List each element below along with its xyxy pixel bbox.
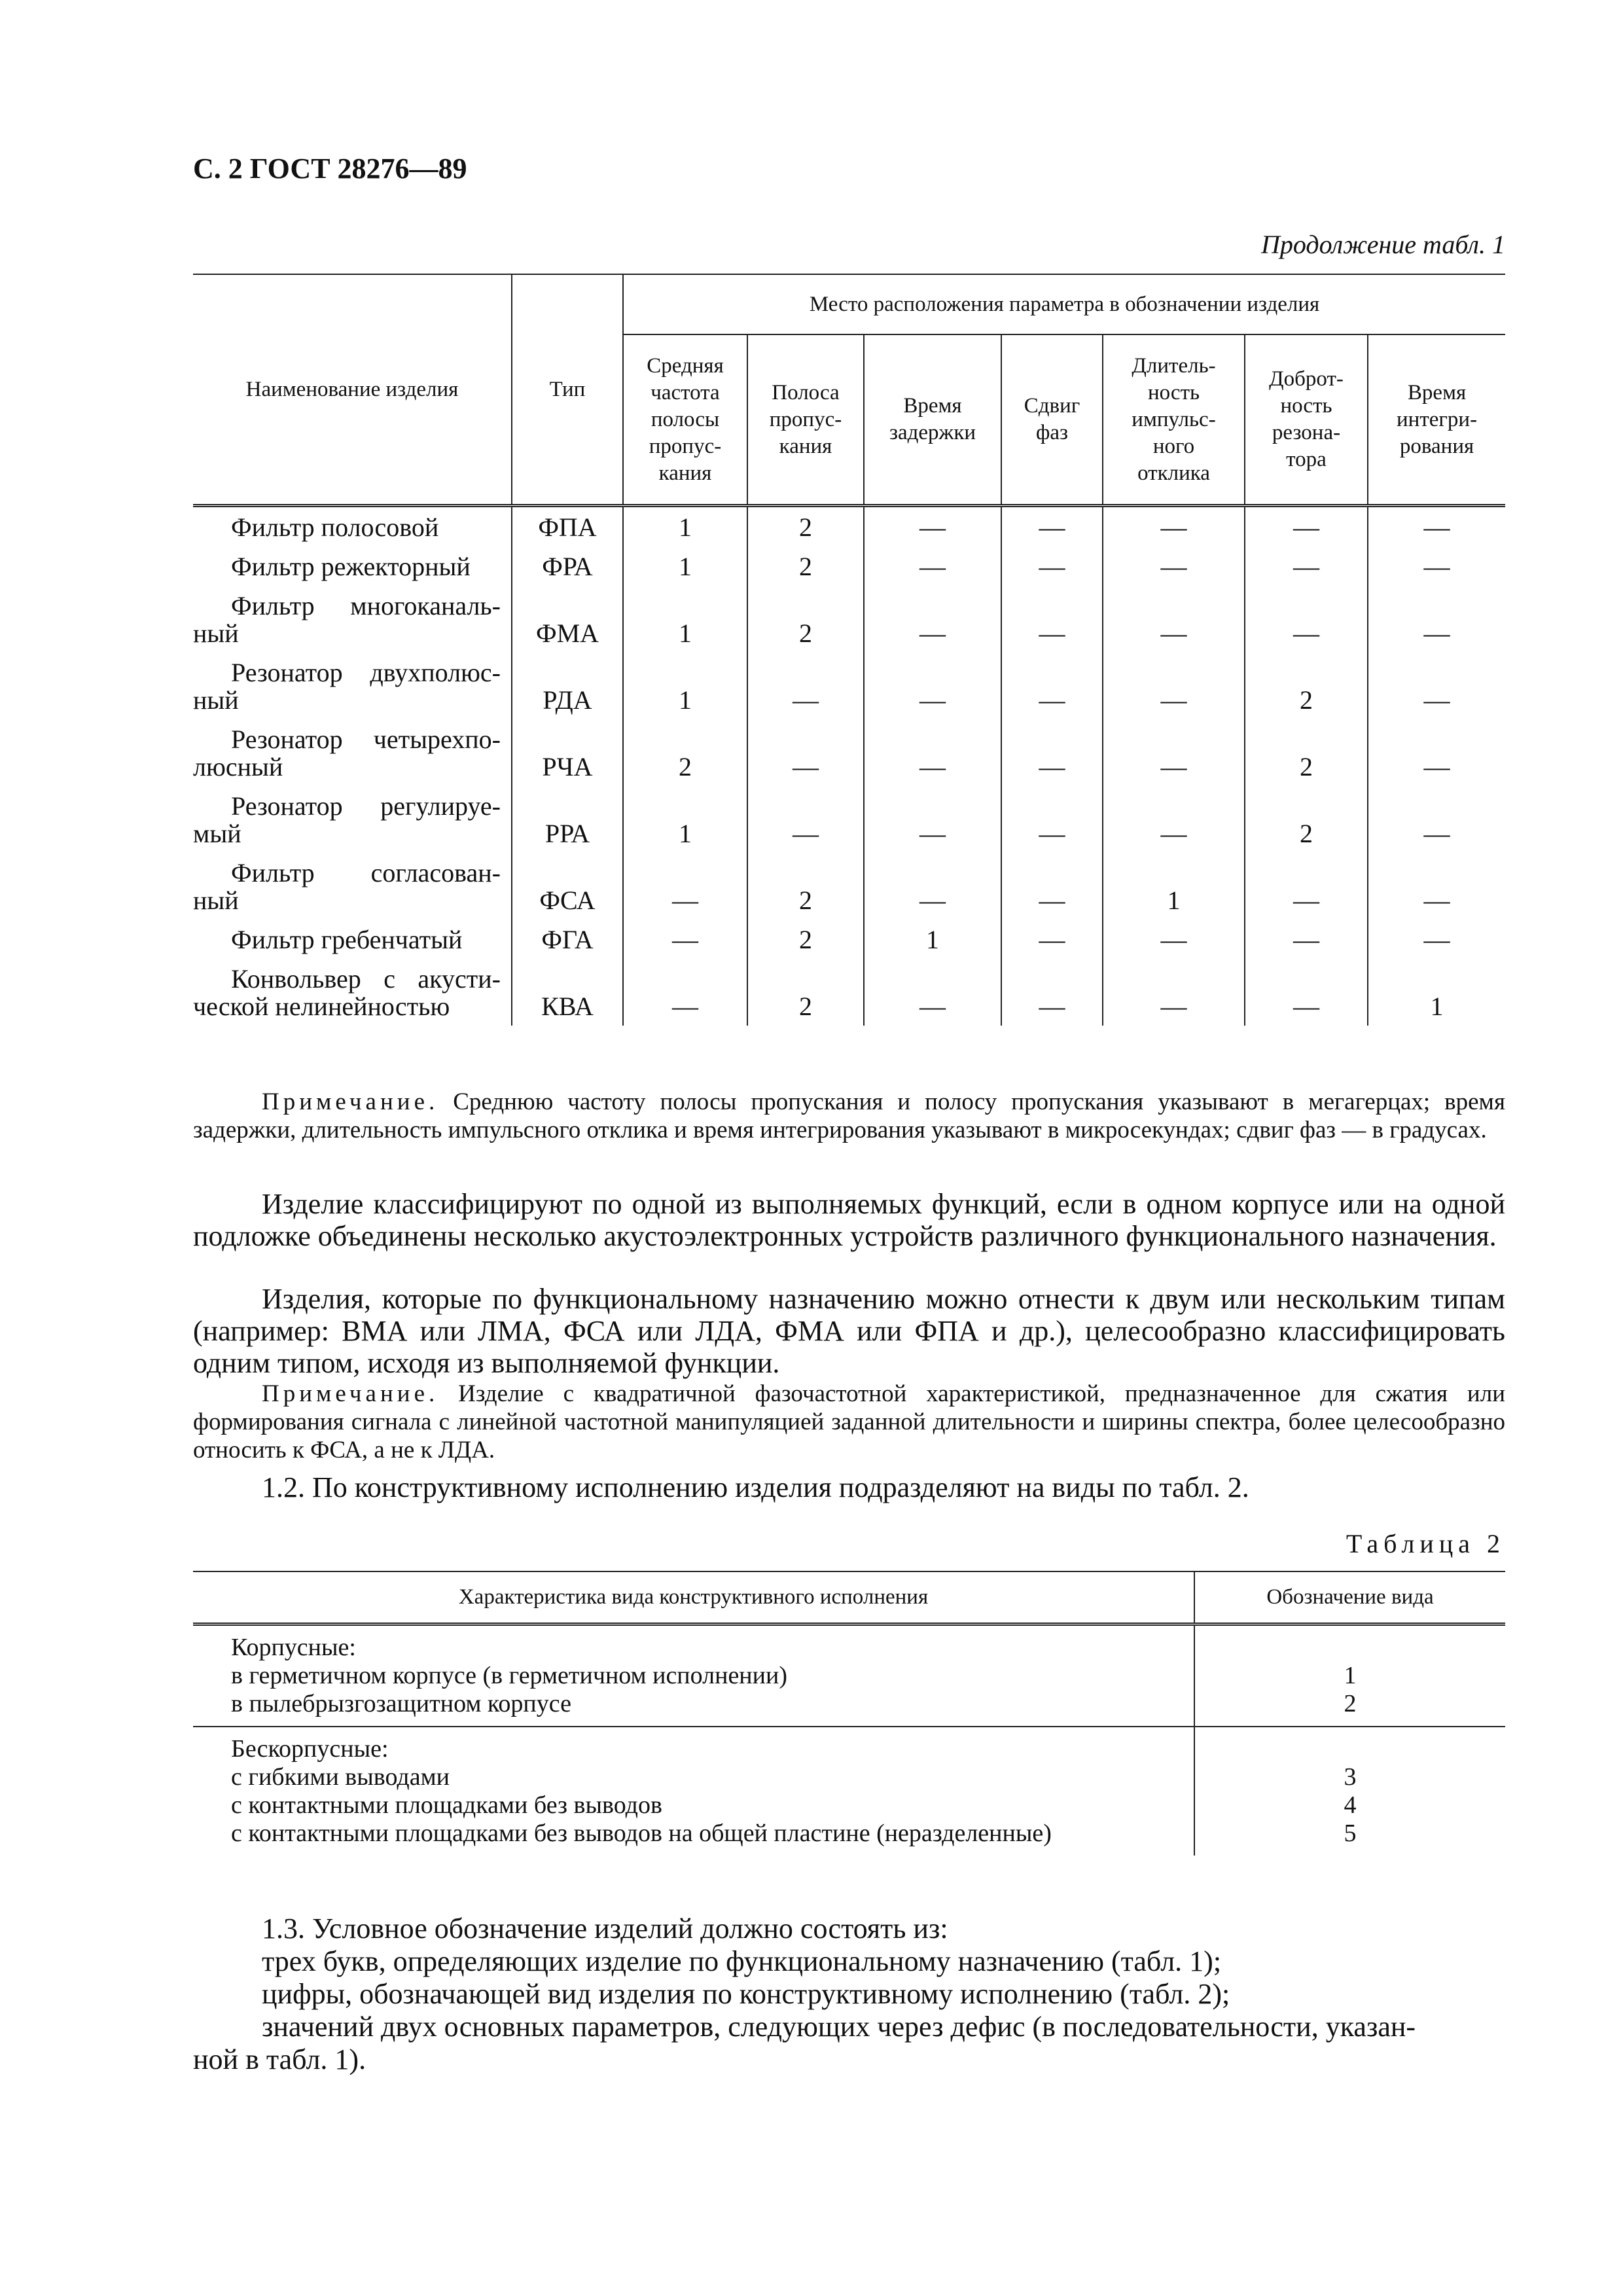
product-name-line: Фильтр режекторный bbox=[231, 552, 471, 581]
product-name bbox=[193, 586, 512, 653]
param-position: — bbox=[864, 719, 1001, 786]
table-continuation-label: Продолжение табл. 1 bbox=[1260, 230, 1505, 259]
paragraph-1: Изделие классифицируют по одной из выполняемых функций, если в одном корпусе или на одной подложке объединены несколько акустоэлектронных устройств различного функционального назначения. bbox=[193, 1188, 1505, 1252]
variant-item: с гибкими выводами bbox=[231, 1763, 450, 1791]
param-position: 2 bbox=[1245, 719, 1368, 786]
param-position: — bbox=[1103, 786, 1245, 853]
product-type: ФСА bbox=[512, 853, 623, 920]
product-name-line: Фильтр согласован- bbox=[231, 858, 501, 888]
product-type: ФГА bbox=[512, 920, 623, 959]
header-param-line: ность bbox=[1147, 380, 1200, 404]
section-1-3-tail: ной в табл. 1). bbox=[193, 2043, 366, 2075]
product-name-line: Фильтр многоканаль- bbox=[231, 591, 501, 620]
param-position: — bbox=[1368, 586, 1505, 653]
header-param bbox=[864, 334, 1001, 506]
param-position: — bbox=[1245, 586, 1368, 653]
section-1-3-intro: 1.3. Условное обозначение изделий должно состоять из: bbox=[262, 1912, 948, 1945]
header-param-line: Время bbox=[903, 394, 962, 418]
header-param-line: задержки bbox=[889, 421, 976, 444]
variant-code: 1 bbox=[1344, 1662, 1357, 1689]
param-position: — bbox=[747, 653, 864, 719]
product-type: КВА bbox=[512, 959, 623, 1026]
product-name bbox=[193, 506, 512, 547]
product-type: РДА bbox=[512, 653, 623, 719]
variant-group-title: Бескорпусные: bbox=[231, 1735, 389, 1763]
variant-code: 5 bbox=[1344, 1820, 1357, 1847]
param-position: 1 bbox=[1103, 853, 1245, 920]
header-param-line: рования bbox=[1399, 434, 1474, 458]
param-position: — bbox=[1103, 920, 1245, 959]
param-position: 2 bbox=[747, 853, 864, 920]
param-position: — bbox=[1103, 959, 1245, 1026]
product-name bbox=[193, 653, 512, 719]
product-name-line: Резонатор четырехпо- bbox=[231, 725, 501, 754]
product-name-line: ный bbox=[193, 619, 239, 648]
header-param-line: Длитель- bbox=[1132, 353, 1216, 378]
note-1-text: Среднюю частоту полосы пропускания и полосу пропускания указывают в мегагерцах; время задержки, длительность импульсного отклика и время интегрирования указывают в микросекундах; сдвиг фаз — в градусах. bbox=[193, 1088, 1505, 1143]
section-1-3 bbox=[193, 1912, 1505, 2076]
header-desc: Характеристика вида конструктивного исполнения bbox=[193, 1571, 1194, 1624]
product-name-line: Фильтр гребенчатый bbox=[231, 925, 463, 954]
product-name-line: люсный bbox=[193, 752, 283, 781]
header-param-line: кания bbox=[779, 434, 832, 458]
param-position: 1 bbox=[623, 586, 747, 653]
product-name-line: ческой нелинейностью bbox=[193, 992, 450, 1021]
running-head: С. 2 ГОСТ 28276—89 bbox=[193, 152, 467, 185]
note-2 bbox=[193, 1380, 1505, 1464]
paragraph-2: Изделия, которые по функциональному назначению можно отнести к двум или нескольким типам (например: ВМА или ЛМА, ФСА или ЛДА, ФМА или ФПА и др.), целесообразно классифицировать одним типом, исходя из выполняемой функции. bbox=[193, 1283, 1505, 1379]
product-name-line: Резонатор регулируе- bbox=[231, 791, 501, 821]
product-type: ФПА bbox=[512, 506, 623, 547]
param-position: 2 bbox=[747, 547, 864, 586]
header-param-line: Время bbox=[1407, 380, 1467, 404]
header-param-line: полосы bbox=[651, 407, 720, 431]
header-param-line: Полоса bbox=[772, 380, 840, 404]
param-position: — bbox=[1245, 920, 1368, 959]
table-row bbox=[193, 547, 1505, 586]
param-position: — bbox=[623, 920, 747, 959]
header-param bbox=[747, 334, 864, 506]
param-position: — bbox=[1001, 653, 1103, 719]
note-1-label: Примечание. bbox=[262, 1088, 439, 1115]
product-name bbox=[193, 959, 512, 1026]
header-param-line: Доброт- bbox=[1269, 367, 1344, 391]
section-1-3-item: цифры, обозначающей вид изделия по конструктивному исполнению (табл. 2); bbox=[262, 1978, 1230, 2010]
table-row bbox=[193, 959, 1505, 1026]
variant-item: в пылебрызгозащитном корпусе bbox=[231, 1690, 571, 1717]
paragraph-1-2: 1.2. По конструктивному исполнению изделия подразделяют на виды по табл. 2. bbox=[262, 1471, 1249, 1503]
note-1 bbox=[193, 1088, 1505, 1144]
variant-description bbox=[193, 1624, 1194, 1727]
param-position: — bbox=[623, 853, 747, 920]
product-name-line: Фильтр полосовой bbox=[231, 512, 439, 542]
spacer bbox=[1198, 1634, 1503, 1662]
table-1 bbox=[193, 274, 1505, 1026]
header-param-line: ного bbox=[1152, 434, 1195, 458]
header-param-line: ность bbox=[1280, 394, 1332, 418]
variant-code: 3 bbox=[1344, 1763, 1357, 1791]
variant-code: 2 bbox=[1344, 1690, 1357, 1717]
header-param-line: кания bbox=[658, 461, 712, 485]
param-position: 1 bbox=[864, 920, 1001, 959]
variant-codes bbox=[1194, 1727, 1505, 1856]
param-position: — bbox=[1103, 506, 1245, 547]
param-position: 2 bbox=[747, 586, 864, 653]
table-row bbox=[193, 653, 1505, 719]
param-position: — bbox=[1001, 719, 1103, 786]
header-param-line: фаз bbox=[1035, 421, 1069, 444]
param-position: — bbox=[747, 719, 864, 786]
header-code: Обозначение вида bbox=[1194, 1571, 1505, 1624]
product-name bbox=[193, 547, 512, 586]
param-position: 2 bbox=[747, 959, 864, 1026]
param-position: — bbox=[623, 959, 747, 1026]
table-2-caption: Таблица 2 bbox=[1346, 1529, 1505, 1558]
param-position: — bbox=[1245, 853, 1368, 920]
param-position: — bbox=[1368, 506, 1505, 547]
product-type: РЧА bbox=[512, 719, 623, 786]
param-position: — bbox=[1368, 786, 1505, 853]
header-param-group: Место расположения параметра в обозначении изделия bbox=[623, 274, 1505, 334]
table-row bbox=[193, 1624, 1505, 1727]
variant-item: с контактными площадками без выводов bbox=[231, 1791, 662, 1819]
param-position: — bbox=[1001, 920, 1103, 959]
note-2-text: Изделие с квадратичной фазочастотной характеристикой, предназначенное для сжатия или формирования сигнала с линейной частотной манипуляцией заданной длительности и ширины спектра, более целесообразно относить к ФСА, а не к ЛДА. bbox=[193, 1380, 1505, 1463]
product-type: ФРА bbox=[512, 547, 623, 586]
param-position: — bbox=[1001, 586, 1103, 653]
variant-group-title: Корпусные: bbox=[231, 1634, 356, 1661]
param-position: — bbox=[1368, 547, 1505, 586]
table-row bbox=[193, 853, 1505, 920]
table-row bbox=[193, 786, 1505, 853]
param-position: — bbox=[1103, 547, 1245, 586]
param-position: 2 bbox=[1245, 786, 1368, 853]
variant-item: в герметичном корпусе (в герметичном исполнении) bbox=[231, 1662, 787, 1689]
param-position: — bbox=[1245, 959, 1368, 1026]
product-name-line: ный bbox=[193, 685, 239, 715]
product-name bbox=[193, 853, 512, 920]
variant-item: с контактными площадками без выводов на общей пластине (неразделенные) bbox=[231, 1820, 1052, 1847]
param-position: 1 bbox=[623, 653, 747, 719]
table-row bbox=[193, 920, 1505, 959]
param-position: — bbox=[747, 786, 864, 853]
param-position: — bbox=[1368, 920, 1505, 959]
table-row bbox=[193, 506, 1505, 547]
param-position: — bbox=[864, 853, 1001, 920]
param-position: 1 bbox=[1368, 959, 1505, 1026]
product-name bbox=[193, 719, 512, 786]
header-param-line: резона- bbox=[1272, 421, 1341, 444]
param-position: — bbox=[864, 786, 1001, 853]
header-param-line: Сдвиг bbox=[1024, 394, 1080, 418]
header-param-line: частота bbox=[651, 380, 720, 404]
variant-codes bbox=[1194, 1624, 1505, 1727]
header-param-line: Средняя bbox=[647, 353, 724, 378]
variant-code: 4 bbox=[1344, 1791, 1357, 1819]
param-position: — bbox=[1001, 959, 1103, 1026]
param-position: — bbox=[1368, 719, 1505, 786]
product-name-line: Конвольвер с акусти- bbox=[231, 964, 501, 994]
table-row bbox=[193, 1727, 1505, 1856]
param-position: — bbox=[1103, 586, 1245, 653]
product-name bbox=[193, 786, 512, 853]
param-position: 1 bbox=[623, 547, 747, 586]
header-param bbox=[1001, 334, 1103, 506]
header-param bbox=[1245, 334, 1368, 506]
header-name: Наименование изделия bbox=[193, 274, 512, 506]
param-position: — bbox=[864, 506, 1001, 547]
param-position: 2 bbox=[623, 719, 747, 786]
param-position: — bbox=[1001, 853, 1103, 920]
product-name bbox=[193, 920, 512, 959]
product-type: РРА bbox=[512, 786, 623, 853]
param-position: 2 bbox=[747, 920, 864, 959]
param-position: — bbox=[1368, 853, 1505, 920]
param-position: — bbox=[1001, 506, 1103, 547]
param-position: 1 bbox=[623, 506, 747, 547]
param-position: — bbox=[1103, 653, 1245, 719]
param-position: — bbox=[1368, 653, 1505, 719]
header-type: Тип bbox=[512, 274, 623, 506]
table-row bbox=[193, 719, 1505, 786]
header-param-line: интегри- bbox=[1397, 407, 1478, 431]
table-row bbox=[193, 586, 1505, 653]
section-1-3-item: значений двух основных параметров, следующих через дефис (в последовательности, указан- bbox=[262, 2011, 1416, 2043]
param-position: — bbox=[864, 653, 1001, 719]
product-name-line: Резонатор двухполюс- bbox=[231, 658, 501, 687]
header-param-line: пропус- bbox=[769, 407, 842, 431]
header-param-line: тора bbox=[1286, 448, 1327, 471]
header-param-line: пропус- bbox=[649, 434, 722, 458]
variant-description bbox=[193, 1727, 1194, 1856]
param-position: — bbox=[864, 586, 1001, 653]
header-param bbox=[1368, 334, 1505, 506]
param-position: — bbox=[1103, 719, 1245, 786]
header-param bbox=[623, 334, 747, 506]
note-2-label: Примечание. bbox=[262, 1380, 439, 1407]
param-position: — bbox=[1245, 547, 1368, 586]
param-position: — bbox=[1001, 547, 1103, 586]
product-name-line: ный bbox=[193, 886, 239, 915]
param-position: 1 bbox=[623, 786, 747, 853]
param-position: 2 bbox=[747, 506, 864, 547]
section-1-3-item: трех букв, определяющих изделие по функциональному назначению (табл. 1); bbox=[262, 1945, 1222, 1977]
product-name-line: мый bbox=[193, 819, 241, 848]
header-param-line: импульс- bbox=[1132, 407, 1216, 431]
param-position: — bbox=[1001, 786, 1103, 853]
header-param-line: отклика bbox=[1137, 461, 1210, 485]
table-2 bbox=[193, 1571, 1505, 1856]
param-position: — bbox=[864, 959, 1001, 1026]
param-position: — bbox=[864, 547, 1001, 586]
spacer bbox=[1198, 1735, 1503, 1763]
param-position: — bbox=[1245, 506, 1368, 547]
param-position: 2 bbox=[1245, 653, 1368, 719]
header-param bbox=[1103, 334, 1245, 506]
product-type: ФМА bbox=[512, 586, 623, 653]
